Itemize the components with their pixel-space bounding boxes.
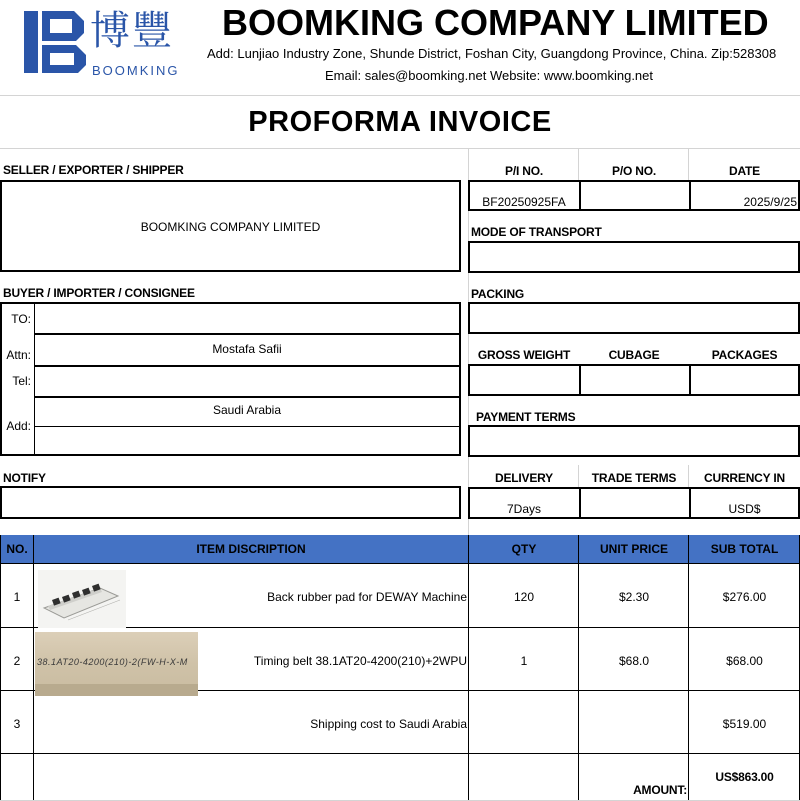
company-contact: Email: sales@boomking.net Website: www.boomking.net (325, 68, 653, 83)
row-no: 3 (13, 717, 21, 731)
seller-label: SELLER / EXPORTER / SHIPPER (3, 163, 184, 177)
buyer-tel-label: Tel: (12, 374, 31, 388)
currency-value: USD$ (728, 502, 761, 516)
logo-b-mark (20, 7, 90, 77)
document-title: PROFORMA INVOICE (248, 106, 552, 138)
amount-value: US$863.00 (715, 770, 774, 784)
row-sub-total: $68.00 (726, 654, 763, 668)
row-unit-price: $68.0 (618, 654, 650, 668)
row-no: 1 (13, 590, 21, 604)
row-sub-total: $276.00 (722, 590, 767, 604)
notify-label: NOTIFY (3, 471, 46, 485)
row-no: 2 (13, 654, 21, 668)
logo-chinese-name: 博豐 (90, 8, 174, 54)
row-qty: 1 (520, 654, 528, 668)
currency-label: CURRENCY IN (704, 471, 785, 485)
weight-cubage-packages-box (468, 364, 800, 396)
seller-name: BOOMKING COMPANY LIMITED (140, 220, 321, 234)
transport-box (468, 241, 800, 273)
row-description: Back rubber pad for DEWAY Machine (267, 590, 467, 604)
row-unit-price: $2.30 (618, 590, 650, 604)
notify-box (0, 486, 461, 519)
buyer-box (0, 302, 461, 456)
pi-no-label: P/I NO. (505, 164, 543, 178)
delivery-value: 7Days (506, 502, 541, 516)
row-sub-total: $519.00 (722, 717, 767, 731)
buyer-label: BUYER / IMPORTER / CONSIGNEE (3, 286, 195, 300)
pi-no-value: BF20250925FA (482, 195, 566, 209)
row-qty: 120 (513, 590, 535, 604)
company-name: BOOMKING COMPANY LIMITED (222, 2, 769, 43)
buyer-attn-label: Attn: (6, 348, 31, 362)
buyer-add-label: Add: (6, 419, 31, 433)
product-image-timing-belt (35, 632, 198, 696)
header-qty: QTY (511, 542, 537, 556)
row-description: Shipping cost to Saudi Arabia (310, 717, 467, 731)
po-no-label: P/O NO. (612, 164, 656, 178)
packing-box (468, 302, 800, 334)
buyer-to-label: TO: (11, 312, 31, 326)
amount-label: AMOUNT: (633, 783, 687, 797)
date-label: DATE (729, 164, 760, 178)
delivery-label: DELIVERY (495, 471, 553, 485)
payment-terms-box (468, 425, 800, 457)
header-unit-price: UNIT PRICE (599, 542, 668, 556)
gross-weight-label: GROSS WEIGHT (477, 348, 571, 362)
packages-label: PACKAGES (711, 348, 778, 362)
transport-label: MODE OF TRANSPORT (471, 225, 602, 239)
logo-english-name: BOOMKING (92, 63, 180, 78)
trade-terms-label: TRADE TERMS (591, 471, 677, 485)
header-sub-total: SUB TOTAL (710, 542, 779, 556)
buyer-add-value: Saudi Arabia (212, 403, 282, 417)
product-image-rubber-pad (38, 570, 126, 628)
date-value: 2025/9/25 (743, 195, 797, 209)
header-item-description: ITEM DISCRIPTION (196, 542, 306, 556)
row-description: Timing belt 38.1AT20-4200(210)+2WPU (253, 654, 467, 668)
seller-box (0, 180, 461, 272)
company-logo (20, 7, 180, 81)
header-no: NO. (6, 542, 28, 556)
cubage-label: CUBAGE (608, 348, 660, 362)
buyer-attn-value: Mostafa Safii (212, 342, 282, 356)
belt-print: 38.1AT20-4200(210)-2(FW-H-X-M (37, 657, 188, 667)
payment-terms-label: PAYMENT TERMS (476, 410, 576, 424)
packing-label: PACKING (471, 287, 525, 301)
company-address: Add: Lunjiao Industry Zone, Shunde District, Foshan City, Guangdong Province, China. Zip:528308 (207, 46, 777, 61)
